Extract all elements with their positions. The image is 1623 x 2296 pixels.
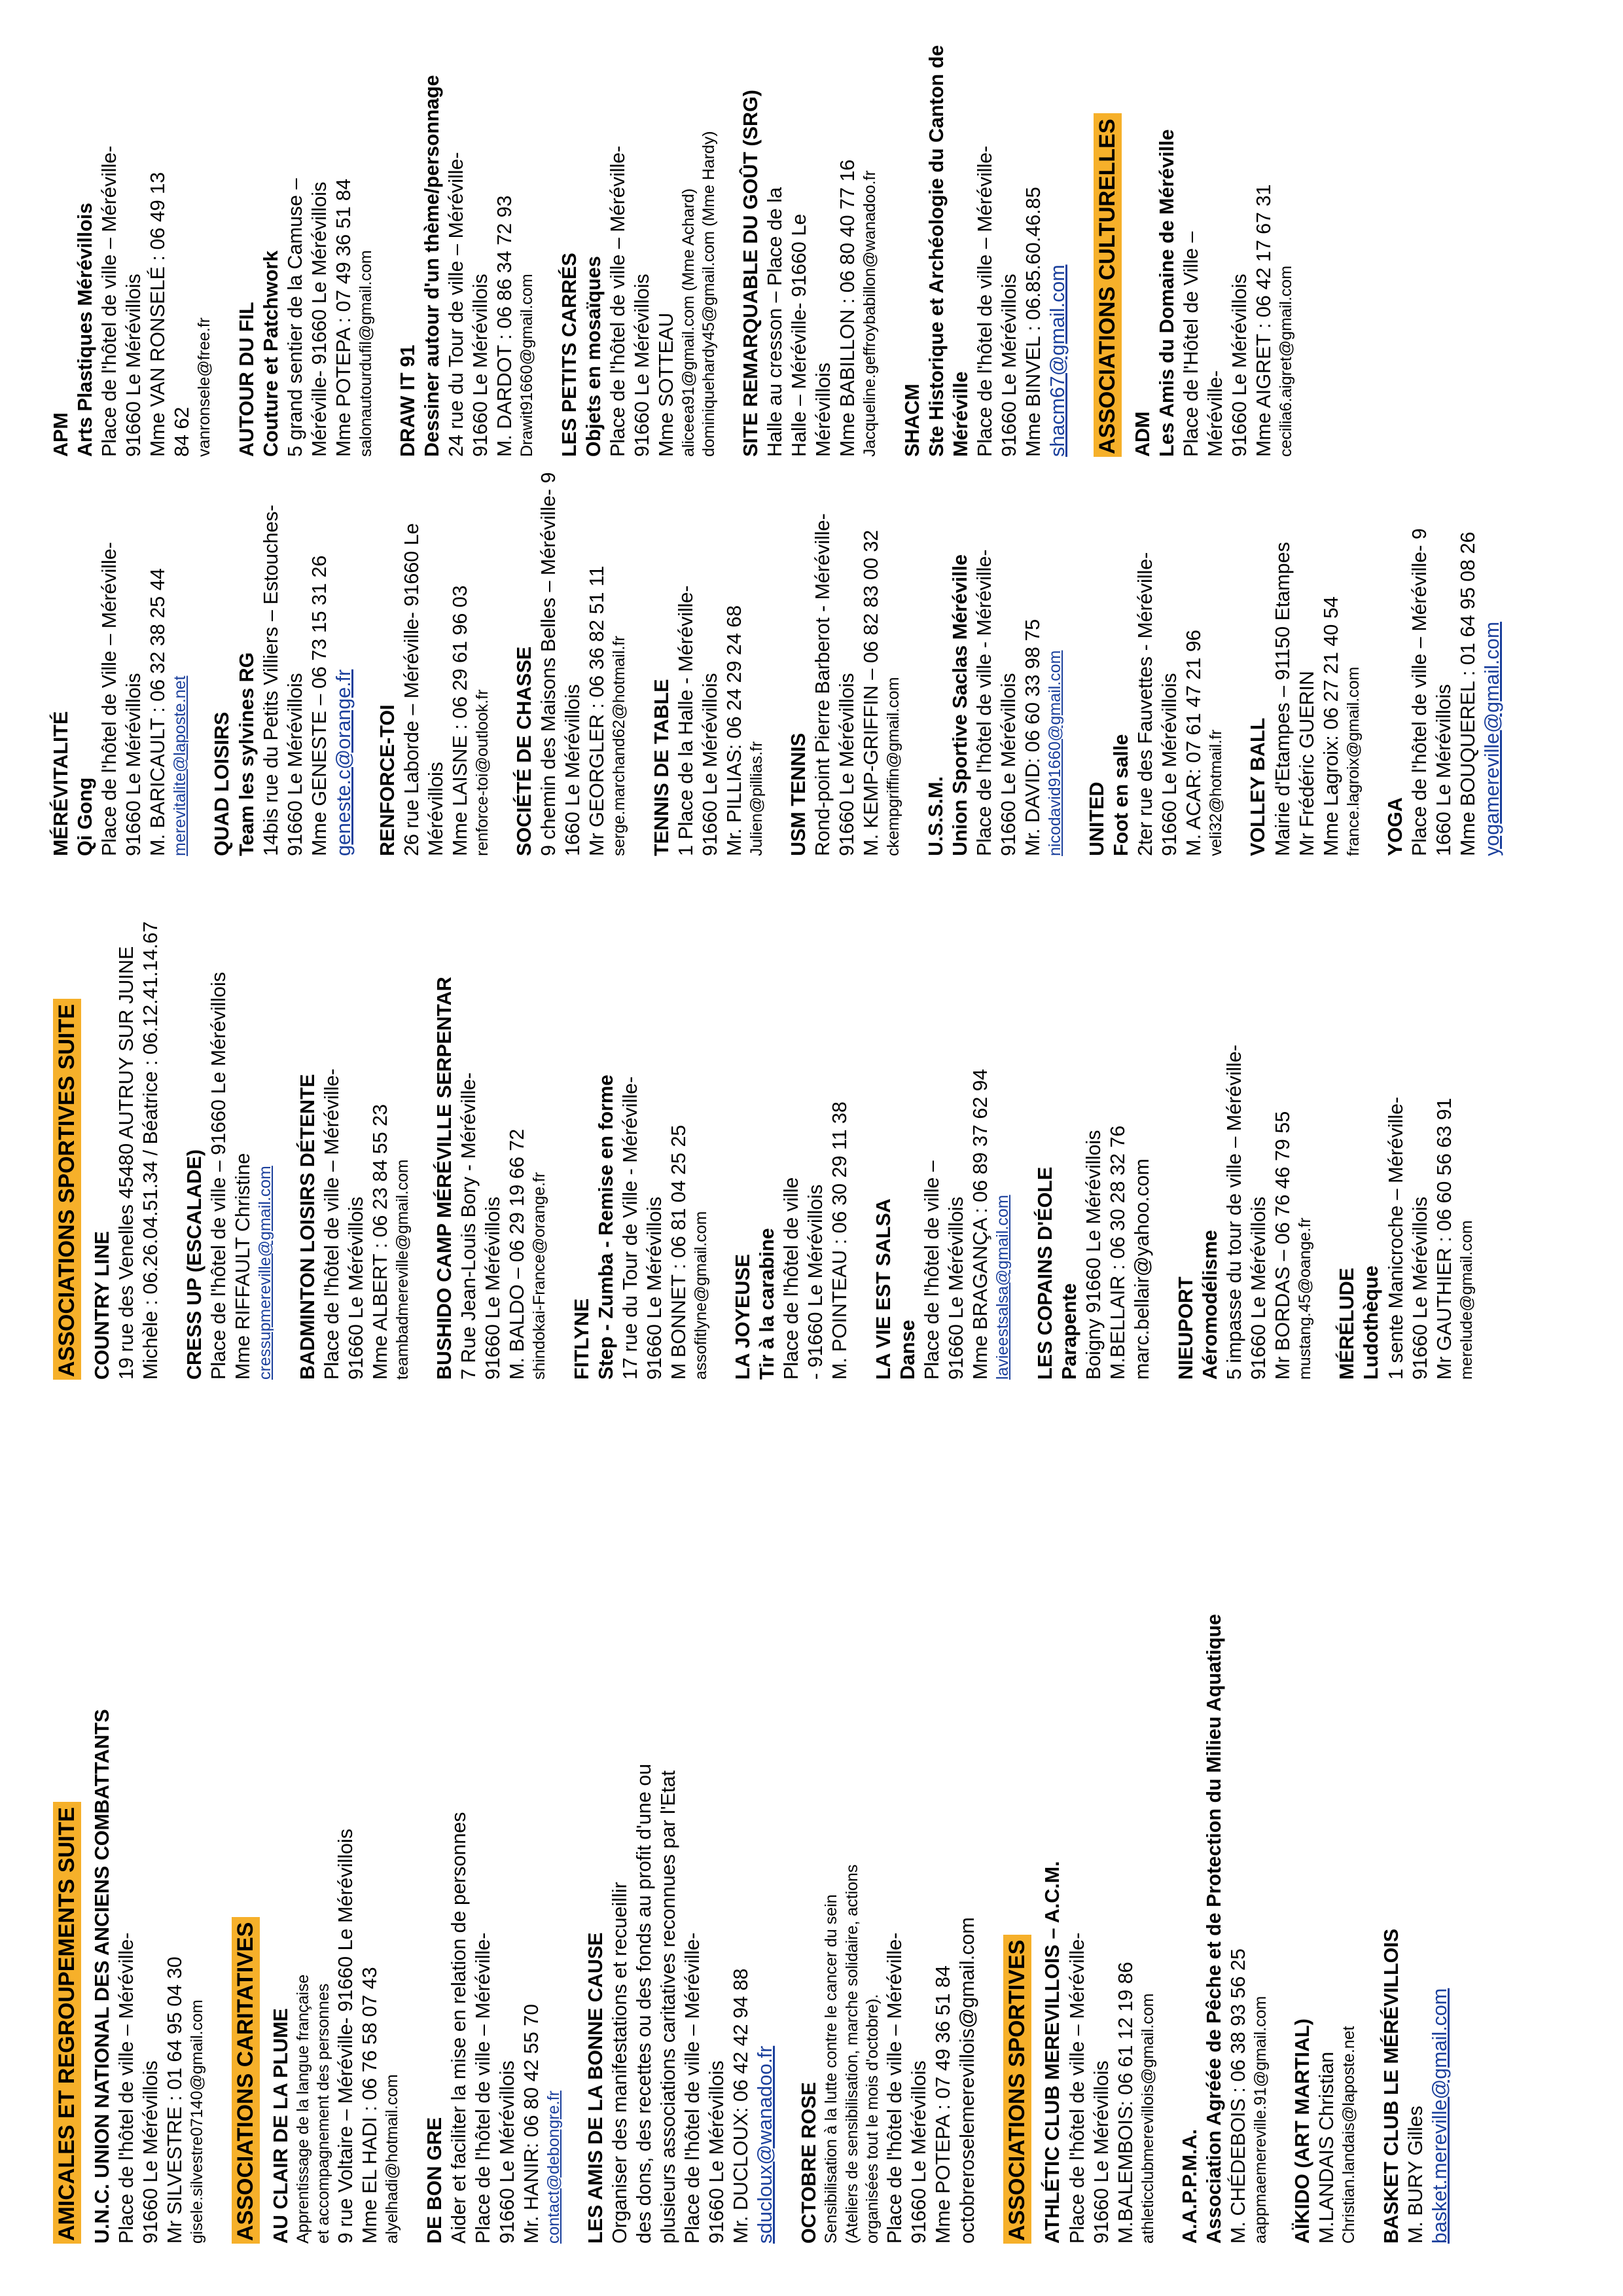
association-entry (396, 45, 537, 457)
contact-line: 91660 Le Mérévillois (705, 2060, 728, 2244)
contact-line: 91660 Le Mérévillois (698, 673, 721, 856)
association-name: BUSHIDO CAMP MÉRÉVILLE SERPENTAR (433, 977, 456, 1380)
association-name: FITLYNE (570, 1298, 593, 1380)
association-activity: Couture et Patchwork (259, 250, 282, 457)
association-name: LES COPAINS D'ÉOLE (1033, 1166, 1056, 1380)
association-name: MÉRÉVITALITÉ (50, 711, 72, 856)
contact-line: M BONNET : 06 81 04 25 25 (667, 1124, 690, 1380)
contact-line: Mr. PILLIAS: 06 24 29 24 68 (722, 605, 745, 856)
contact-email[interactable]: geneste.c@orange.fr (332, 669, 355, 856)
association-entry (1033, 863, 1154, 1380)
association-activity: Association Agréée de Pêche et de Protection du Milieu Aquatique (1202, 1613, 1225, 2244)
contact-line: Boigny 91660 Le Mérévillois (1082, 1130, 1105, 1380)
contact-line: M. BALDO – 06 29 19 66 72 (506, 1128, 529, 1380)
association-name: BADMINTON LOISIRS DÉTENTE (296, 1073, 319, 1380)
association-name: SITE REMARQUABLE DU GOÛT (SRG) (740, 90, 762, 457)
contact-line: 9 rue Voltaire – Méréville- 91660 Le Mérévillois (334, 1828, 357, 2244)
contact-line: Mme LAISNE : 06 29 61 96 03 (448, 585, 471, 856)
contact-line: 91660 Le Mérévillois (482, 1196, 505, 1380)
association-name: ADM (1132, 411, 1154, 457)
contact-email: france.lagroix@gmail.com (1344, 666, 1363, 856)
contact-line: Mme ALBERT : 06 23 84 55 23 (368, 1103, 391, 1380)
contact-email: shindokai-France@orange.fr (530, 1172, 549, 1380)
contact-line: Mme SOTTEAU (654, 312, 677, 457)
association-entry (210, 470, 355, 856)
association-entry (558, 45, 720, 457)
contact-line: Place de l'hôtel de ville - Méréville- (972, 549, 995, 856)
contact-email: aappmaemereville.91@gmail.com (1251, 1996, 1270, 2244)
contact-line: 2ter rue des Fauvettes - Méréville- (1134, 552, 1157, 856)
association-name: AÏKIDO (ART MARTIAL) (1291, 2018, 1314, 2244)
contact-line: M. DARDOT : 06 86 34 72 93 (493, 195, 516, 457)
contact-line: 84 62 (171, 406, 194, 457)
association-name: OCTOBRE ROSE (798, 2082, 821, 2244)
contact-email: gisele.silvestre07140@gmail.com (188, 2000, 207, 2244)
contact-line: M.BELLAIR : 06 30 28 32 76 (1106, 1125, 1129, 1380)
contact-email: dominiquehardy45@gmail.com (Mme Hardy) (699, 131, 718, 457)
association-name: U.S.S.M. (924, 776, 947, 856)
contact-line: Mme POTEPA : 07 49 36 51 84 (932, 1965, 955, 2244)
contact-line: Mérévillois (812, 362, 835, 457)
contact-email: cecilia6.aigret@gmail.com (1277, 265, 1296, 457)
association-activity: Qi Gong (74, 777, 97, 856)
association-name: USM TENNIS (787, 732, 810, 856)
contact-line: 91660 Le Mérévillois (344, 1196, 367, 1380)
association-name: VOLLEY BALL (1247, 717, 1270, 856)
association-activity: Foot en salle (1110, 734, 1133, 856)
contact-line: Place de l'Hôtel de Ville – (1180, 231, 1203, 457)
contact-line: des dons, des recettes ou des fonds au profit d'une ou (633, 1763, 656, 2244)
contact-email: mustang.45@oange.fr (1296, 1217, 1315, 1380)
contact-line: M. POINTEAU : 06 30 29 11 38 (829, 1102, 851, 1380)
association-name: LA VIE EST SALSA (872, 1198, 895, 1380)
contact-line: 17 rue du Tour de Ville - Méréville- (618, 1076, 641, 1380)
contact-line: Mme Lagroix: 06 27 21 40 54 (1319, 596, 1342, 856)
contact-line: M. KEMP-GRIFFIN – 06 82 83 00 32 (860, 529, 883, 856)
contact-line: 91660 Le Mérévillois (908, 2060, 931, 2244)
column-2 (49, 863, 1497, 1380)
contact-line: M. ACAR: 07 61 47 21 96 (1183, 630, 1205, 856)
association-entry (183, 863, 276, 1380)
association-activity: Parapente (1058, 1283, 1080, 1380)
contact-line: Place de l'hôtel de Ville – Méréville- (98, 542, 121, 856)
contact-email: aliceea91@gmail.com (Mme Achard) (679, 188, 698, 457)
contact-line: Sensibilisation à la lutte contre le cancer du sein (822, 1894, 841, 2244)
contact-email: Christian.landais@laposte.net (1340, 2026, 1359, 2244)
association-name: QUAD LOISIRS (211, 711, 234, 856)
contact-line: 26 rue Laborde – Méréville- 91660 Le Mérévillois (400, 523, 447, 856)
contact-email: octobreroselemerevillois@gmail.com (956, 1917, 979, 2244)
association-activity: Aéromodélisme (1198, 1230, 1221, 1380)
contact-line: organisées tout le mois d'octobre). (863, 1994, 882, 2244)
contact-line: 5 grand sentier de la Camuse – (283, 178, 306, 457)
contact-line: Mme BABILLON : 06 80 40 77 16 (836, 159, 859, 457)
contact-line: 5 impasse du tour de ville – Méréville- (1223, 1045, 1246, 1380)
association-entry (731, 863, 852, 1380)
contact-line: Place de l'hôtel de ville – (921, 1160, 944, 1380)
contact-email: veli32@hotmail.fr (1207, 729, 1226, 856)
section-heading: ASSOCIATIONS CULTURELLES (1094, 113, 1122, 457)
contact-email: serge.marchand62@hotmail.fr (610, 636, 629, 856)
contact-line: M. CHÉDEBOIS : 06 38 93 56 25 (1226, 1948, 1249, 2244)
association-entry (90, 863, 163, 1380)
contact-line: 19 rue des Venelles 45480 AUTRUY SUR JUINE (115, 946, 138, 1380)
association-activity: Tir à la carabine (756, 1228, 779, 1380)
association-name: BASKET CLUB LE MÉRÉVILLOIS (1380, 1928, 1402, 2244)
contact-email: salonautourdufil@gmail.com (356, 250, 375, 457)
contact-email[interactable]: lavieestsalsa@gmail.com (993, 1194, 1012, 1380)
contact-line: M. BURY Gilles (1404, 2106, 1427, 2244)
column-4 (49, 45, 1317, 457)
association-name: LES PETITS CARRÉS (558, 253, 580, 457)
association-activity: Les Amis du Domaine de Méréville (1156, 129, 1179, 457)
contact-email: merelude@gmail.com (1457, 1220, 1476, 1380)
contact-line: 91660 Le Mérévillois (122, 673, 145, 856)
contact-line: Aider et faciliter la mise en relation de personnes (447, 1812, 470, 2244)
contact-line: Apprentissage de la langue française (293, 1974, 312, 2244)
contact-email: marc.bellair@yahoo.com (1130, 1158, 1153, 1380)
association-name: CRESS UP (ESCALADE) (183, 1149, 206, 1380)
association-activity: Step - Zumba - Remise en forme (594, 1074, 617, 1380)
association-entry (901, 45, 1070, 457)
association-name: AUTOUR DU FIL (235, 302, 258, 457)
association-entry (296, 863, 413, 1380)
association-entry (739, 45, 880, 457)
association-activity: Ste Historique et Archéologie du Canton de Méréville (925, 45, 972, 457)
contact-line: Place de l'hôtel de ville – 91660 Le Mérévillois (207, 972, 230, 1380)
contact-email: ckempgriffin@gmail.com (884, 677, 903, 856)
association-entry (1178, 1399, 1271, 2244)
association-entry (1085, 470, 1226, 856)
contact-line: 1 Place de la Halle - Méréville- (674, 585, 697, 856)
contact-line: 91660 Le Mérévillois (1247, 1196, 1270, 1380)
association-entry (584, 1399, 777, 2244)
association-activity: Arts Plastiques Mérévillois (74, 202, 97, 457)
association-entry (787, 470, 904, 856)
contact-line: 91660 Le Mérévillois (643, 1196, 666, 1380)
association-entry (1380, 1399, 1452, 2244)
contact-line: Méréville- 91660 Le Mérévillois (308, 181, 330, 457)
contact-line: 91660 Le Mérévillois (997, 673, 1020, 856)
section-heading: AMICALES ET REGROUPEMENTS SUITE (53, 1802, 81, 2244)
contact-email: alyelhadi@hotmail.com (383, 2074, 402, 2244)
association-name: DRAW IT 91 (397, 344, 419, 457)
association-entry (1041, 1399, 1158, 2244)
association-name: COUNTRY LINE (91, 1230, 114, 1380)
column-3 (49, 470, 1524, 856)
association-activity: Ludothèque (1360, 1265, 1383, 1380)
association-entry (924, 470, 1065, 856)
contact-email: teambadmereville@gmail.com (393, 1159, 412, 1380)
contact-email[interactable]: sducloux@wanadoo.fr (754, 2045, 777, 2244)
contact-line: Mme BRAGANÇA : 06 89 37 62 94 (969, 1069, 992, 1380)
contact-line: Méréville- (1204, 370, 1227, 457)
association-entry (570, 863, 711, 1380)
contact-line: Mme BOUQUEREL : 01 64 95 08 26 (1457, 531, 1480, 856)
association-name: YOGA (1383, 797, 1406, 856)
contact-email: renforce-toi@outlook.fr (473, 689, 491, 856)
association-entry (90, 1399, 207, 2244)
contact-line: Michèle : 06.26.04.51.34 / Béatrice : 06.12.41.14.67 (139, 921, 162, 1380)
contact-line: 1660 Le Mérévillois (562, 684, 584, 856)
contact-line: Mme EL HADI : 06 76 58 07 43 (359, 1967, 382, 2244)
contact-line: plusieurs associations caritatives reconnues par l'Etat (657, 1770, 680, 2244)
association-entry (49, 45, 215, 457)
association-entry (1335, 863, 1476, 1380)
contact-line: 7 Rue Jean-Louis Bory - Méréville- (457, 1072, 480, 1380)
contact-line: Mr Frédéric GUERIN (1295, 671, 1318, 856)
contact-line: Place de l'hôtel de ville – Méréville- (115, 1932, 138, 2244)
section-heading: ASSOCIATIONS SPORTIVES (1003, 1935, 1031, 2244)
association-entry (423, 1399, 564, 2244)
association-entry (376, 470, 493, 856)
contact-line: 24 rue du Tour de ville – Méréville- (445, 152, 468, 457)
contact-line: (Ateliers de sensibilisation, marche solidaire, actions (842, 1864, 861, 2244)
association-entry (1246, 470, 1363, 856)
association-activity: Dessiner autour d'un thème/personnage (421, 75, 444, 457)
contact-email: Julien@pillias.fr (747, 741, 766, 856)
contact-line: Mme POTEPA : 07 49 36 51 84 (332, 179, 355, 457)
contact-line: Mme BINVEL : 06.85.60.46.85 (1022, 187, 1044, 457)
association-entry (797, 1399, 980, 2244)
contact-line: 91660 Le Mérévillois (945, 1196, 968, 1380)
contact-line: Mr BORDAS – 06 76 46 79 55 (1272, 1111, 1294, 1380)
association-entry (872, 863, 1013, 1380)
contact-line: M. BARICAULT : 06 32 38 25 44 (147, 568, 169, 856)
contact-email[interactable]: shacm67@gmail.com (1046, 264, 1069, 457)
association-name: DE BON GRE (423, 2117, 446, 2244)
association-name: LES AMIS DE LA BONNE CAUSE (584, 1932, 607, 2244)
association-name: A.A.P.P.M.A. (1178, 2128, 1201, 2244)
contact-line: 1660 Le Mérévillois (1433, 684, 1455, 856)
contact-line: Place de l'hôtel de ville – Méréville- (606, 145, 629, 457)
contact-line: 91660 Le Mérévillois (630, 274, 653, 457)
contact-line: Mairie d'Etampes – 91150 Etampes (1271, 542, 1294, 856)
contact-line: 91660 Le Mérévillois (1090, 2060, 1113, 2244)
association-activity: Danse (897, 1319, 919, 1380)
contact-line: M.BALEMBOIS: 06 61 12 19 86 (1114, 1962, 1137, 2244)
contact-email: Jacqueline.geffroybabillon@wanadoo.fr (861, 170, 880, 457)
contact-line: Mr. HANIR: 06 80 42 55 70 (520, 2003, 543, 2244)
contact-email[interactable]: yogamereville@gmail.com (1481, 621, 1504, 856)
association-activity: Objets en mosaïques (582, 256, 605, 457)
contact-line: Rond-point Pierre Barberot - Méréville- (812, 513, 834, 856)
contact-line: Mme AIGRET : 06 42 17 67 31 (1253, 184, 1275, 457)
contact-line: Place de l'hôtel de ville – Méréville- (320, 1068, 343, 1380)
association-entry (49, 470, 190, 856)
contact-line: - 91660 Le Mérévillois (804, 1184, 827, 1380)
association-name: SOCIÉTÉ DE CHASSE (513, 646, 536, 856)
contact-line: Mme GENESTE – 06 73 15 31 26 (308, 555, 330, 856)
contact-line: Mme RIFFAULT Christine (232, 1153, 255, 1380)
association-name: TENNIS DE TABLE (650, 679, 673, 856)
contact-line: Place de l'hôtel de ville – Méréville- (973, 145, 996, 457)
contact-email: vanronsele@free.fr (195, 317, 214, 457)
section-heading: ASSOCIATIONS SPORTIVES SUITE (53, 999, 81, 1380)
contact-line: Halle au cresson – Place de la (764, 187, 787, 457)
contact-line: 91660 Le Mérévillois (836, 673, 859, 856)
contact-line: 91660 Le Mérévillois (139, 2060, 162, 2244)
contact-line: Mr SILVESTRE : 01 64 95 04 30 (164, 1956, 187, 2244)
contact-line: Place de l'hôtel de ville (780, 1177, 803, 1380)
contact-line: Place de l'hôtel de ville – Méréville- (471, 1932, 494, 2244)
contact-line: Mr GAUTHIER : 06 60 56 63 91 (1433, 1098, 1455, 1380)
contact-line: 91660 Le Mérévillois (1228, 274, 1251, 457)
contact-email[interactable]: contact@debongre.fr (544, 2090, 563, 2244)
contact-email[interactable]: basket.mereville@gmail.com (1428, 1988, 1451, 2244)
contact-email: athleticclubmerevillois@gmail.com (1138, 1993, 1157, 2244)
contact-email[interactable]: merevitalite@laposte.net (171, 675, 190, 856)
association-entry (269, 1399, 403, 2244)
association-entry (512, 470, 630, 856)
association-entry (650, 470, 767, 856)
association-activity: Union Sportive Saclas Méréville (948, 554, 971, 856)
contact-line: Place de l'hôtel de ville – Méréville- (883, 1932, 906, 2244)
contact-line: M.LANDAIS Christian (1315, 2051, 1338, 2244)
contact-line: 14bis rue du Petits Villiers – Estouches- (259, 505, 282, 856)
contact-line: Place de l'hôtel de ville – Méréville- (98, 145, 121, 457)
contact-email: assofitlyne@gmail.com (691, 1211, 710, 1380)
contact-line: Organiser des manifestations et recueillir (609, 1882, 632, 2244)
contact-line: 91660 Le Mérévillois (1158, 673, 1181, 856)
contact-email[interactable]: cressupmereville@gmail.com (256, 1166, 275, 1380)
association-name: MÉRÉLUDE (1336, 1267, 1359, 1380)
association-name: SHACM (901, 384, 923, 457)
association-name: UNITED (1086, 781, 1108, 856)
contact-line: 91660 Le Mérévillois (1408, 1196, 1431, 1380)
association-name: LA JOYEUSE (731, 1253, 754, 1380)
contact-line: 91660 Le Mérévillois (283, 673, 306, 856)
contact-line: Mme VAN RONSELÉ : 06 49 13 (147, 171, 169, 457)
contact-line: Mr. DAVID: 06 60 33 98 75 (1021, 619, 1044, 856)
contact-line: 91660 Le Mérévillois (122, 274, 145, 457)
association-entry (1174, 863, 1315, 1380)
contact-line: 91660 Le Mérévillois (469, 274, 492, 457)
association-name: RENFORCE-TOI (376, 704, 399, 856)
column-1 (49, 1399, 1472, 2244)
contact-line: Halle – Méréville- 91660 Le (788, 213, 811, 457)
contact-line: 91660 Le Mérévillois (495, 2060, 518, 2244)
association-name: U.N.C. UNION NATIONAL DES ANCIENS COMBATTANTS (91, 1709, 114, 2244)
association-entry (1131, 45, 1297, 457)
association-activity: Team les sylvines RG (235, 652, 258, 856)
association-name: AU CLAIR DE LA PLUME (269, 2008, 292, 2244)
association-entry (433, 863, 550, 1380)
contact-line: Place de l'hôtel de ville – Méréville- (681, 1932, 704, 2244)
contact-line: Mr GEORGLER : 06 36 82 51 11 (586, 565, 609, 856)
association-name: APM (50, 412, 72, 457)
association-name: ATHLÉTIC CLUB MEREVILLOIS – A.C.M. (1041, 1861, 1064, 2244)
contact-line: et accompagnement des personnes (313, 1983, 332, 2244)
contact-line: 91660 Le Mérévillois (997, 274, 1020, 457)
contact-email: Drawit91660@gmail.com (518, 274, 537, 457)
association-entry (235, 45, 376, 457)
association-name: NIEUPORT (1174, 1276, 1197, 1380)
contact-line: 9 chemin des Maisons Belles – Méréville- 9 (537, 472, 560, 856)
contact-line: 1 sente Manicroche – Méréville- (1384, 1096, 1407, 1380)
contact-email[interactable]: nicodavid91660@gmail.com (1045, 650, 1064, 856)
contact-line: Mr. DUCLOUX: 06 42 42 94 88 (730, 1968, 753, 2244)
contact-line: Place de l'hôtel de ville – Méréville- 9 (1408, 528, 1431, 856)
contact-line: Place de l'hôtel de ville – Méréville- (1065, 1932, 1088, 2244)
association-entry (1291, 1399, 1359, 2244)
section-heading: ASSOCIATIONS CARITATIVES (232, 1917, 260, 2244)
association-entry (1383, 470, 1505, 856)
